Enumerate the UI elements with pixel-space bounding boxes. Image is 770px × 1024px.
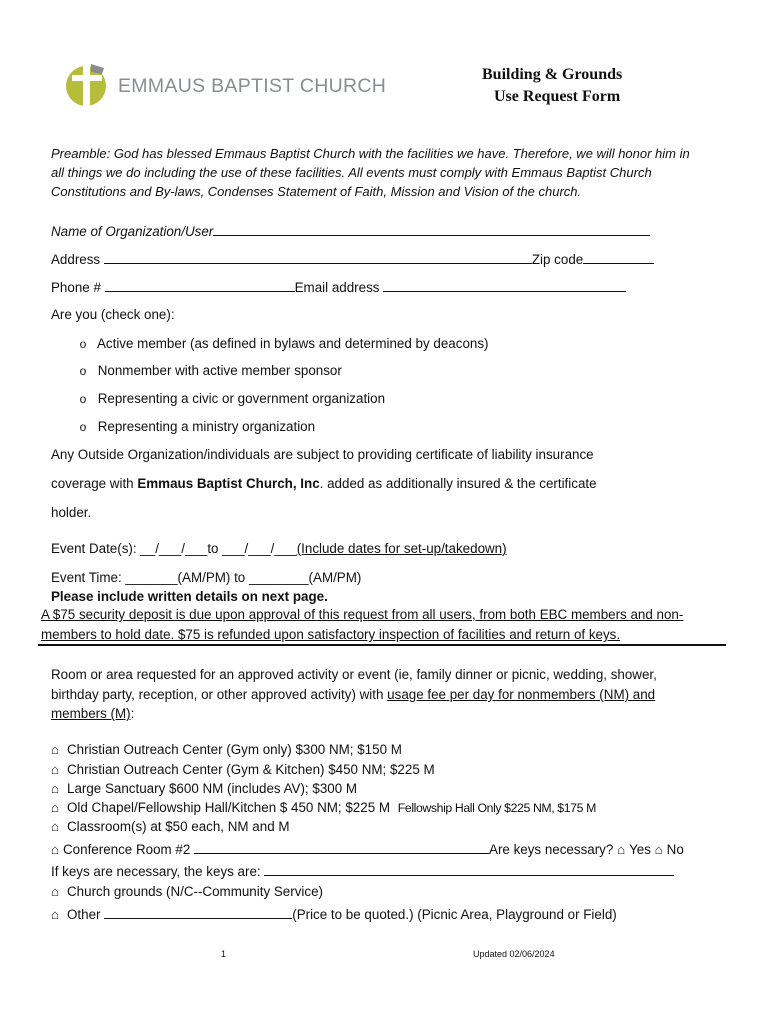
insurance-text: coverage with: [51, 476, 138, 491]
zip-input-line[interactable]: [583, 251, 654, 264]
no-checkbox-icon[interactable]: ⌂: [654, 842, 663, 857]
yes-checkbox-icon[interactable]: ⌂: [617, 842, 626, 857]
keys-label: If keys are necessary, the keys are:: [51, 864, 261, 879]
yes-label: Yes: [629, 842, 651, 857]
other-note: (Price to be quoted.) (Picnic Area, Playground or Field): [292, 907, 617, 922]
updated-date: Updated 02/06/2024: [473, 949, 555, 959]
room-text: birthday party, reception, or other approved activity) with: [51, 687, 388, 702]
facility-label: Large Sanctuary $600 NM (includes AV); $300 M: [67, 781, 358, 796]
details-note: Please include written details on next page.: [51, 589, 328, 604]
section-divider: [38, 644, 726, 646]
zip-label: Zip code: [531, 252, 584, 267]
option-bullet: o: [79, 364, 87, 378]
checkbox-icon: ⌂: [51, 884, 60, 899]
option-label: Representing a civic or government organization: [97, 391, 386, 406]
form-title-line2: Use Request Form: [494, 88, 621, 105]
event-time-row[interactable]: Event Time: _______(AM/PM) to ________(AM/PM): [51, 570, 362, 585]
contact-field-row: [51, 279, 626, 295]
event-dates-note: (Include dates for set-up/takedown): [296, 541, 507, 556]
room-line1: Room or area requested for an approved activity or event (ie, family dinner or picnic, wedding, shower,: [51, 667, 657, 682]
church-logo: [64, 60, 110, 113]
option-label: Representing a ministry organization: [97, 419, 316, 434]
address-input-line[interactable]: [104, 251, 532, 264]
facility-classroom[interactable]: [51, 819, 290, 834]
church-name-bold: Emmaus Baptist Church, Inc: [137, 476, 320, 491]
facility-old-chapel[interactable]: [51, 800, 596, 815]
insurance-text: . added as additionally insured & the certificate: [319, 476, 597, 491]
preamble-line1: Preamble: God has blessed Emmaus Baptist Church with the facilities we have. Therefore, we will honor him in: [51, 146, 690, 161]
phone-input-line[interactable]: [105, 279, 295, 292]
name-label: Name of Organization/User: [51, 224, 214, 239]
option-nonmember[interactable]: [72, 363, 342, 378]
option-label: Nonmember with active member sponsor: [97, 363, 342, 378]
option-civic-government[interactable]: [72, 391, 385, 406]
checkbox-icon: ⌂: [51, 742, 60, 757]
facility-large-sanctuary[interactable]: [51, 781, 357, 796]
facility-label: Church grounds (N/C--Community Service): [67, 884, 323, 899]
option-ministry[interactable]: [72, 419, 315, 434]
option-bullet: o: [79, 392, 87, 406]
facility-conference-room[interactable]: [51, 841, 684, 857]
email-label: Email address: [294, 280, 380, 295]
name-field-row: [51, 223, 650, 239]
facility-gym-kitchen[interactable]: [51, 762, 435, 777]
deposit-line2: members to hold date. $75 is refunded upon satisfactory inspection of facilities and return of keys.: [41, 627, 621, 642]
facility-church-grounds[interactable]: [51, 884, 323, 899]
page-number: 1: [221, 949, 227, 959]
logo-text: EMMAUS BAPTIST CHURCH: [118, 75, 387, 97]
facility-label: Christian Outreach Center (Gym only) $300 NM; $150 M: [67, 742, 402, 757]
facility-label: Old Chapel/Fellowship Hall/Kitchen $ 450 NM; $225 M: [67, 800, 391, 815]
checkbox-icon: ⌂: [51, 842, 60, 857]
other-input-line[interactable]: [104, 906, 292, 919]
room-line2: [51, 687, 655, 702]
email-input-line[interactable]: [383, 279, 626, 292]
insurance-line2: [51, 476, 597, 491]
checkbox-icon: ⌂: [51, 762, 60, 777]
option-bullet: o: [79, 420, 87, 434]
phone-label: Phone #: [51, 280, 101, 295]
event-dates-row[interactable]: [51, 541, 507, 556]
insurance-line1: Any Outside Organization/individuals are subject to providing certificate of liability insurance: [51, 447, 594, 462]
fellowship-hall-only-note: Fellowship Hall Only $225 NM, $175 M: [397, 801, 596, 815]
preamble-line3: Constitutions and By-laws, Condenses Statement of Faith, Mission and Vision of the church.: [51, 184, 582, 199]
event-dates-label: Event Date(s): __/___/___to ___/___/___: [51, 541, 297, 556]
conference-input-line[interactable]: [194, 841, 489, 854]
members-note: members (M): [51, 706, 131, 721]
form-title-line1: Building & Grounds: [482, 66, 623, 83]
checkbox-icon: ⌂: [51, 819, 60, 834]
checkbox-icon: ⌂: [51, 800, 60, 815]
address-label: Address: [51, 252, 101, 267]
keys-question: Are keys necessary?: [489, 842, 614, 857]
room-text: :: [130, 706, 135, 721]
keys-input-line[interactable]: [264, 863, 674, 876]
keys-row: [51, 863, 674, 879]
option-bullet: o: [79, 337, 87, 351]
room-line3: [51, 706, 134, 721]
option-label: Active member (as defined in bylaws and determined by deacons): [96, 336, 489, 351]
address-field-row: [51, 251, 654, 267]
facility-gym-only[interactable]: [51, 742, 402, 757]
preamble-line2: all things we do including the use of these facilities. All events must comply with Emmaus Baptist Church: [51, 165, 652, 180]
other-label: Other: [67, 907, 101, 922]
name-input-line[interactable]: [213, 223, 650, 236]
check-one-label: Are you (check one):: [51, 307, 175, 322]
cross-logo-icon: [64, 60, 110, 110]
insurance-line3: holder.: [51, 505, 92, 520]
facility-label: Christian Outreach Center (Gym & Kitchen) $450 NM; $225 M: [67, 762, 435, 777]
usage-fee-note: usage fee per day for nonmembers (NM) and: [387, 687, 656, 702]
facility-other[interactable]: [51, 906, 617, 922]
checkbox-icon: ⌂: [51, 907, 60, 922]
option-active-member[interactable]: [72, 336, 489, 351]
conference-label: Conference Room #2: [63, 842, 191, 857]
checkbox-icon: ⌂: [51, 781, 60, 796]
deposit-line1: A $75 security deposit is due upon approval of this request from all users, from both EBC members and non-: [41, 607, 684, 622]
no-label: No: [666, 842, 684, 857]
facility-label: Classroom(s) at $50 each, NM and M: [67, 819, 290, 834]
